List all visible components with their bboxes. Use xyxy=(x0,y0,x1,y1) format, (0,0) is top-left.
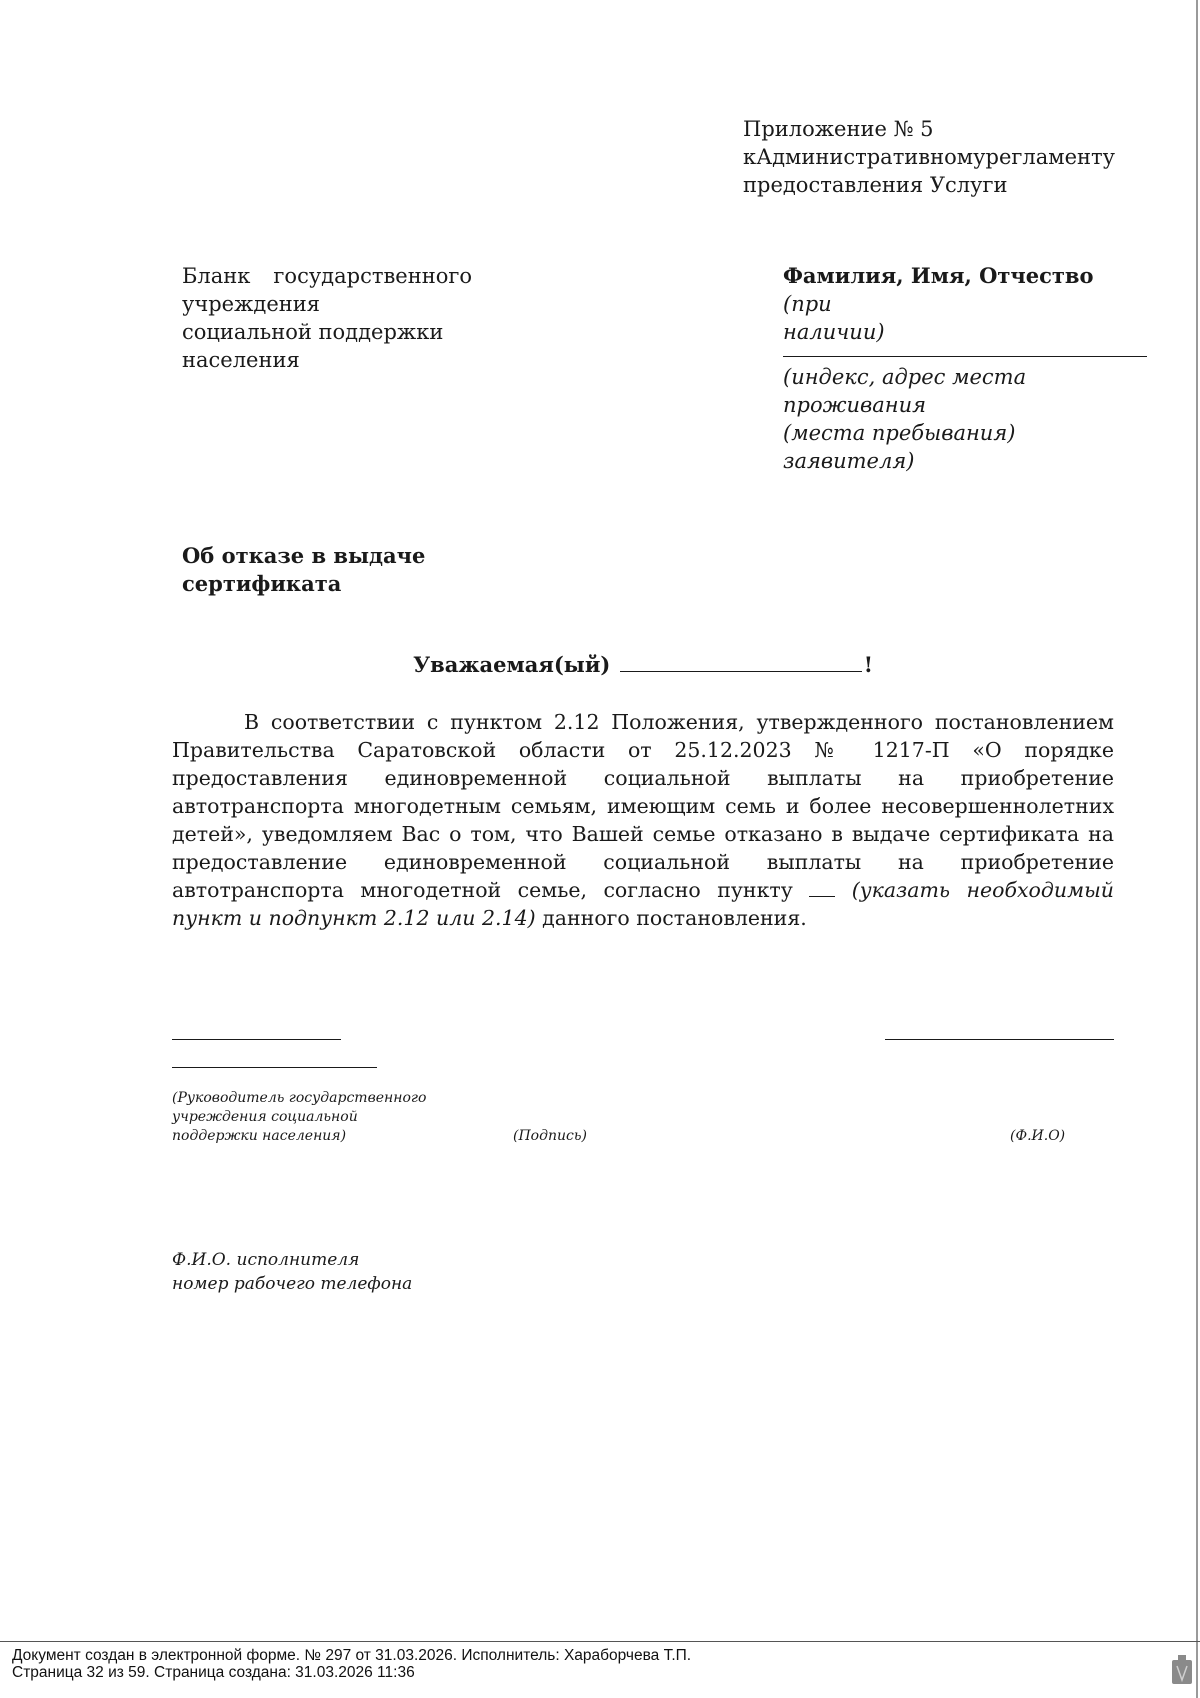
sender-block xyxy=(182,262,472,374)
greeting-suffix: ! xyxy=(863,652,873,677)
page-edge xyxy=(1196,0,1198,1698)
sender-line-3: социальной поддержки xyxy=(182,320,444,344)
footer-separator xyxy=(0,1641,1200,1642)
head-signature-line xyxy=(172,1039,341,1040)
appendix-line-1: Приложение № 5 xyxy=(743,117,934,141)
appendix-word: Административному xyxy=(756,145,986,169)
recipient-name-hint: (при xyxy=(783,292,832,316)
body-instruction: (указать необходимый пункт и подпункт 2.12 или 2.14) xyxy=(172,878,1114,930)
executor-phone: номер рабочего телефона xyxy=(172,1274,413,1294)
subject-line-2: сертификата xyxy=(182,571,342,596)
fio-caption: (Ф.И.О) xyxy=(1010,1128,1066,1144)
greeting xyxy=(172,652,1114,677)
body-text-main: В соответствии с пунктом 2.12 Положения, утвержденного постановлением Правительства Саратовской области от 25.12.2023 № 1217-П «О порядке предоставления единовременной социальной выплаты на приобретение автотранспорта многодетным семьям, имеющим семь и более несовершеннолетних детей», уведомляем Вас о том, что Вашей семье отказано в выдаче сертификата на предоставление единовременной социальной выплаты на приобретение автотранспорта многодетной семье, согласно пункту xyxy=(172,710,1114,902)
appendix-word: регламенту xyxy=(985,145,1115,169)
recipient-address-hint-1: (индекс, адрес места проживания xyxy=(783,365,1027,417)
sender-word: Бланк xyxy=(182,264,251,288)
appendix-line-2 xyxy=(743,143,1115,171)
greeting-name-blank xyxy=(620,653,862,672)
executor-block xyxy=(172,1248,412,1296)
body-paragraph xyxy=(172,708,1114,932)
executor-name: Ф.И.О. исполнителя xyxy=(172,1250,360,1270)
recipient-name-line xyxy=(783,262,1148,318)
appendix-word: к xyxy=(743,145,757,169)
subject-line-1: Об отказе в выдаче xyxy=(182,543,426,568)
recipient-address-hint-2: (места пребывания) заявителя) xyxy=(783,421,1016,473)
head-caption-line-1: (Руководитель государственного xyxy=(172,1090,427,1106)
sender-word: государственного xyxy=(273,264,472,288)
appendix-header xyxy=(743,115,1115,199)
subject-title xyxy=(182,542,442,598)
footer-line-2: Страница 32 из 59. Страница создана: 31.03.2026 11:36 xyxy=(12,1664,415,1681)
recipient-name-label: Фамилия, Имя, Отчество xyxy=(783,263,1094,288)
coat-of-arms-icon xyxy=(1171,1654,1193,1686)
sender-line-2: учреждения xyxy=(182,292,321,316)
footer xyxy=(12,1647,691,1681)
footer-line-1: Документ создан в электронной форме. № 297 от 31.03.2026. Исполнитель: Хараборчева Т.П. xyxy=(12,1647,692,1664)
fio-signature-line xyxy=(885,1039,1114,1040)
clause-blank xyxy=(809,880,835,897)
recipient-block xyxy=(783,262,1148,475)
head-signature-line-2 xyxy=(172,1067,377,1068)
sign-caption: (Подпись) xyxy=(513,1128,587,1144)
body-text-end: данного постановления. xyxy=(542,906,807,930)
recipient-name-hint-2: наличии) xyxy=(783,320,885,344)
head-caption-line-3: поддержки населения) xyxy=(172,1128,347,1144)
sender-line-1 xyxy=(182,262,472,290)
sender-line-4: населения xyxy=(182,348,300,372)
head-caption-line-2: учреждения социальной xyxy=(172,1109,358,1125)
coat-of-arms-icon-svg xyxy=(1171,1654,1193,1686)
recipient-underline xyxy=(783,356,1147,357)
head-caption xyxy=(172,1089,432,1146)
appendix-line-3: предоставления Услуги xyxy=(743,173,1008,197)
greeting-prefix: Уважаемая(ый) xyxy=(413,652,611,677)
